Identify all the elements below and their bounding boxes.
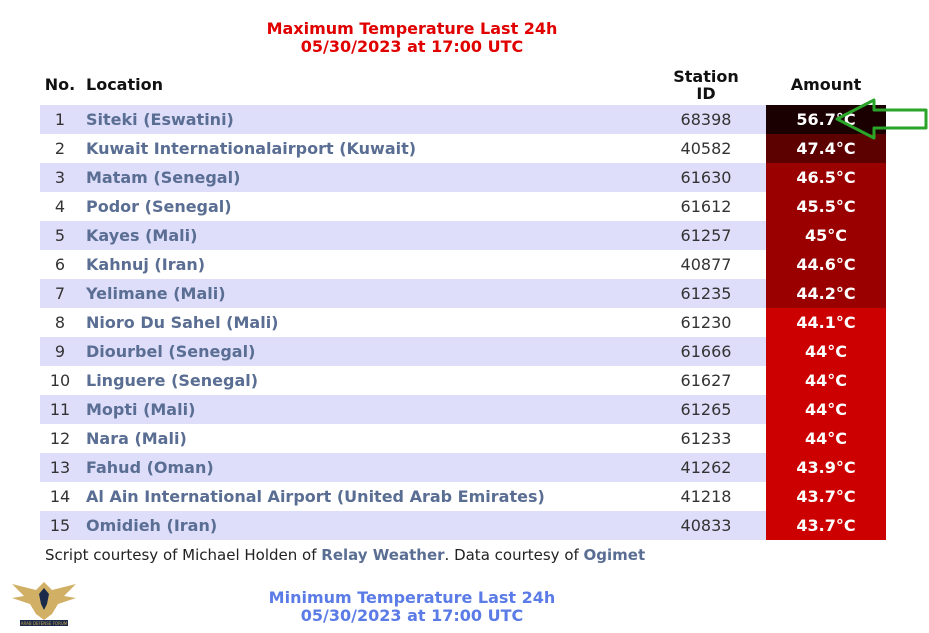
- location-link[interactable]: Kuwait Internationalairport (Kuwait): [80, 134, 646, 163]
- station-id-cell: 40877: [646, 250, 766, 279]
- station-id-cell: 61233: [646, 424, 766, 453]
- logo-text: ARAB DEFENSE FORUM: [20, 621, 68, 626]
- location-link[interactable]: Mopti (Mali): [80, 395, 646, 424]
- table-row: [40, 482, 886, 511]
- station-id-cell: 61257: [646, 221, 766, 250]
- ogimet-link[interactable]: Ogimet: [583, 546, 646, 564]
- table-body: [40, 105, 886, 540]
- amount-cell: 45°C: [766, 221, 886, 250]
- rank-cell: 13: [40, 453, 80, 482]
- amount-cell: 44.6°C: [766, 250, 886, 279]
- amount-cell: 47.4°C: [766, 134, 886, 163]
- header-station-line2: ID: [696, 83, 716, 103]
- table-row: [40, 337, 886, 366]
- table-row: [40, 366, 886, 395]
- location-link[interactable]: Yelimane (Mali): [80, 279, 646, 308]
- rank-cell: 11: [40, 395, 80, 424]
- station-id-cell: 61612: [646, 192, 766, 221]
- location-link[interactable]: Fahud (Oman): [80, 453, 646, 482]
- amount-cell: 44°C: [766, 395, 886, 424]
- rank-cell: 5: [40, 221, 80, 250]
- amount-cell: 46.5°C: [766, 163, 886, 192]
- table-row: [40, 453, 886, 482]
- rank-cell: 1: [40, 105, 80, 134]
- temperature-table: [40, 64, 886, 540]
- minimum-temperature-title[interactable]: [0, 589, 824, 625]
- location-link[interactable]: Podor (Senegal): [80, 192, 646, 221]
- amount-cell: 44.1°C: [766, 308, 886, 337]
- table-row: [40, 105, 886, 134]
- amount-cell: 44°C: [766, 424, 886, 453]
- amount-cell: 56.7°C: [766, 105, 886, 134]
- station-id-cell: 61627: [646, 366, 766, 395]
- rank-cell: 4: [40, 192, 80, 221]
- table-row: [40, 395, 886, 424]
- rank-cell: 9: [40, 337, 80, 366]
- table-row: [40, 511, 886, 540]
- rank-cell: 10: [40, 366, 80, 395]
- table-row: [40, 192, 886, 221]
- amount-cell: 43.9°C: [766, 453, 886, 482]
- credits-prefix: Script courtesy of Michael Holden of: [45, 546, 322, 564]
- credits-middle: . Data courtesy of: [444, 546, 584, 564]
- rank-cell: 3: [40, 163, 80, 192]
- amount-cell: 44.2°C: [766, 279, 886, 308]
- station-id-cell: 41262: [646, 453, 766, 482]
- amount-cell: 44°C: [766, 366, 886, 395]
- table-header-row: [40, 64, 886, 105]
- rank-cell: 2: [40, 134, 80, 163]
- table-row: [40, 279, 886, 308]
- location-link[interactable]: Omidieh (Iran): [80, 511, 646, 540]
- rank-cell: 15: [40, 511, 80, 540]
- station-id-cell: 40582: [646, 134, 766, 163]
- table-row: [40, 424, 886, 453]
- table-row: [40, 221, 886, 250]
- station-id-cell: 61265: [646, 395, 766, 424]
- station-id-cell: 61666: [646, 337, 766, 366]
- header-station-line1: Station: [673, 66, 739, 86]
- header-no: No.: [44, 75, 76, 94]
- rank-cell: 7: [40, 279, 80, 308]
- table-row: [40, 308, 886, 337]
- rank-cell: 8: [40, 308, 80, 337]
- location-link[interactable]: Kayes (Mali): [80, 221, 646, 250]
- amount-cell: 45.5°C: [766, 192, 886, 221]
- rank-cell: 12: [40, 424, 80, 453]
- arrow-left-icon: [834, 97, 928, 141]
- amount-cell: 43.7°C: [766, 511, 886, 540]
- page-title: [0, 20, 824, 56]
- page-title-line1: Maximum Temperature Last 24h: [266, 19, 558, 38]
- amount-cell: 43.7°C: [766, 482, 886, 511]
- amount-cell: 44°C: [766, 337, 886, 366]
- station-id-cell: 68398: [646, 105, 766, 134]
- credits-footer: [45, 546, 645, 564]
- header-station-id: [646, 64, 766, 105]
- station-id-cell: 41218: [646, 482, 766, 511]
- location-link[interactable]: Nioro Du Sahel (Mali): [80, 308, 646, 337]
- station-id-cell: 61230: [646, 308, 766, 337]
- header-location: Location: [86, 75, 163, 94]
- location-link[interactable]: Siteki (Eswatini): [80, 105, 646, 134]
- location-link[interactable]: Matam (Senegal): [80, 163, 646, 192]
- relay-weather-link[interactable]: Relay Weather: [321, 546, 445, 564]
- table-row: [40, 134, 886, 163]
- station-id-cell: 40833: [646, 511, 766, 540]
- table-row: [40, 250, 886, 279]
- minimum-title-line1: Minimum Temperature Last 24h: [268, 588, 556, 607]
- table-row: [40, 163, 886, 192]
- minimum-title-line2: 05/30/2023 at 17:00 UTC: [300, 606, 524, 625]
- rank-cell: 6: [40, 250, 80, 279]
- location-link[interactable]: Al Ain International Airport (United Arab Emirates): [80, 482, 646, 511]
- rank-cell: 14: [40, 482, 80, 511]
- location-link[interactable]: Diourbel (Senegal): [80, 337, 646, 366]
- page-title-line2: 05/30/2023 at 17:00 UTC: [300, 37, 524, 56]
- location-link[interactable]: Linguere (Senegal): [80, 366, 646, 395]
- header-amount: Amount: [790, 75, 862, 94]
- eagle-logo-icon: [6, 574, 82, 630]
- location-link[interactable]: Kahnuj (Iran): [80, 250, 646, 279]
- station-id-cell: 61630: [646, 163, 766, 192]
- location-link[interactable]: Nara (Mali): [80, 424, 646, 453]
- station-id-cell: 61235: [646, 279, 766, 308]
